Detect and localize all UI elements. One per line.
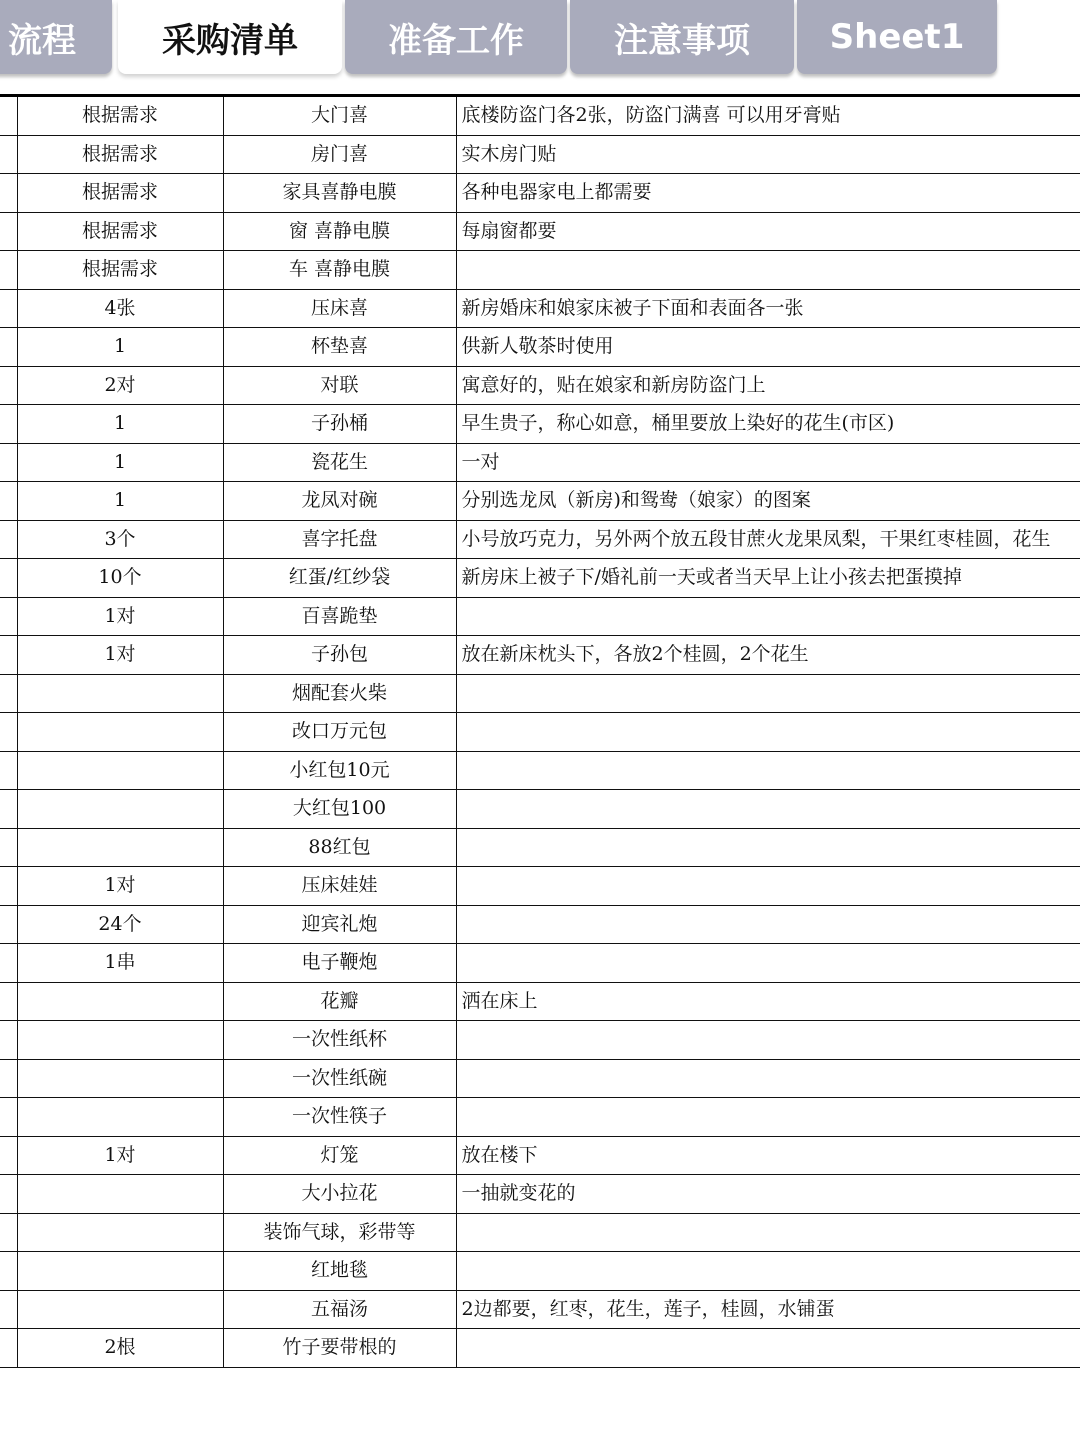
item-cell[interactable]: 烟配套火柴 <box>223 674 456 713</box>
quantity-cell[interactable] <box>17 1290 223 1329</box>
table-row <box>0 944 1080 983</box>
table-row <box>0 443 1080 482</box>
item-cell[interactable]: 88红包 <box>223 828 456 867</box>
table-row <box>0 135 1080 174</box>
row-header-cell[interactable] <box>0 559 17 598</box>
row-header-cell[interactable] <box>0 443 17 482</box>
row-header-cell[interactable] <box>0 1252 17 1291</box>
item-cell[interactable]: 电子鞭炮 <box>223 944 456 983</box>
note-cell[interactable] <box>456 251 1080 290</box>
table-row <box>0 405 1080 444</box>
note-cell[interactable] <box>456 1329 1080 1368</box>
item-cell[interactable]: 小红包10元 <box>223 751 456 790</box>
item-cell[interactable]: 花瓣 <box>223 982 456 1021</box>
quantity-cell[interactable] <box>17 982 223 1021</box>
note-cell[interactable]: 放在楼下 <box>456 1136 1080 1175</box>
row-header-cell[interactable] <box>0 1059 17 1098</box>
row-header-cell[interactable] <box>0 713 17 752</box>
row-header-cell[interactable] <box>0 1329 17 1368</box>
quantity-cell[interactable] <box>17 1059 223 1098</box>
table-row <box>0 212 1080 251</box>
note-cell[interactable]: 实木房门贴 <box>456 135 1080 174</box>
table-row <box>0 328 1080 367</box>
item-cell[interactable]: 百喜跪垫 <box>223 597 456 636</box>
note-cell[interactable] <box>456 867 1080 906</box>
item-cell[interactable]: 大门喜 <box>223 96 456 136</box>
tab-notes[interactable]: 注意事项 <box>570 0 794 74</box>
quantity-cell[interactable] <box>17 1213 223 1252</box>
note-cell[interactable] <box>456 828 1080 867</box>
note-cell[interactable]: 分别选龙凤（新房)和鸳鸯（娘家）的图案 <box>456 482 1080 521</box>
quantity-cell[interactable] <box>17 1098 223 1137</box>
quantity-cell[interactable] <box>17 751 223 790</box>
table-row <box>0 1175 1080 1214</box>
row-header-cell[interactable] <box>0 751 17 790</box>
quantity-cell[interactable]: 1 <box>17 443 223 482</box>
quantity-cell[interactable]: 2对 <box>17 366 223 405</box>
quantity-cell[interactable]: 24个 <box>17 905 223 944</box>
note-cell[interactable]: 底楼防盗门各2张，防盗门满喜 可以用牙膏贴 <box>456 96 1080 136</box>
quantity-cell[interactable]: 根据需求 <box>17 251 223 290</box>
item-cell[interactable]: 五福汤 <box>223 1290 456 1329</box>
note-cell[interactable] <box>456 944 1080 983</box>
note-cell[interactable] <box>456 1213 1080 1252</box>
table-row <box>0 828 1080 867</box>
quantity-cell[interactable] <box>17 674 223 713</box>
note-cell[interactable]: 放在新床枕头下，各放2个桂圆，2个花生 <box>456 636 1080 675</box>
table-row <box>0 1136 1080 1175</box>
quantity-cell[interactable] <box>17 828 223 867</box>
row-header-cell[interactable] <box>0 405 17 444</box>
row-header-cell[interactable] <box>0 212 17 251</box>
row-header-cell[interactable] <box>0 674 17 713</box>
table-row <box>0 867 1080 906</box>
table-row <box>0 96 1080 136</box>
row-header-cell[interactable] <box>0 96 17 136</box>
item-cell[interactable]: 改口万元包 <box>223 713 456 752</box>
item-cell[interactable]: 家具喜静电膜 <box>223 174 456 213</box>
table-row <box>0 366 1080 405</box>
row-header-cell[interactable] <box>0 905 17 944</box>
quantity-cell[interactable]: 1对 <box>17 597 223 636</box>
table-row <box>0 1213 1080 1252</box>
item-cell[interactable]: 一次性纸碗 <box>223 1059 456 1098</box>
note-cell[interactable]: 一对 <box>456 443 1080 482</box>
note-cell[interactable] <box>456 1252 1080 1291</box>
table-row <box>0 1252 1080 1291</box>
table-row <box>0 251 1080 290</box>
table-row <box>0 1098 1080 1137</box>
quantity-cell[interactable]: 10个 <box>17 559 223 598</box>
table-row <box>0 713 1080 752</box>
table-row <box>0 674 1080 713</box>
row-header-cell[interactable] <box>0 1136 17 1175</box>
row-header-cell[interactable] <box>0 867 17 906</box>
note-cell[interactable] <box>456 713 1080 752</box>
table-row <box>0 905 1080 944</box>
row-header-cell[interactable] <box>0 520 17 559</box>
item-cell[interactable]: 房门喜 <box>223 135 456 174</box>
row-header-cell[interactable] <box>0 1213 17 1252</box>
tab-flow[interactable]: 流程 <box>0 0 112 74</box>
table-row <box>0 289 1080 328</box>
item-cell[interactable]: 子孙包 <box>223 636 456 675</box>
note-cell[interactable]: 早生贵子，称心如意，桶里要放上染好的花生(市区) <box>456 405 1080 444</box>
quantity-cell[interactable]: 3个 <box>17 520 223 559</box>
row-header-cell[interactable] <box>0 135 17 174</box>
note-cell[interactable]: 供新人敬茶时使用 <box>456 328 1080 367</box>
row-header-cell[interactable] <box>0 597 17 636</box>
table-row <box>0 1290 1080 1329</box>
sheet-tab-bar <box>0 0 1080 84</box>
row-header-cell[interactable] <box>0 1098 17 1137</box>
row-header-cell[interactable] <box>0 636 17 675</box>
item-cell[interactable]: 红蛋/红纱袋 <box>223 559 456 598</box>
item-cell[interactable]: 红地毯 <box>223 1252 456 1291</box>
note-cell[interactable] <box>456 1059 1080 1098</box>
quantity-cell[interactable]: 2根 <box>17 1329 223 1368</box>
purchase-list-table <box>0 94 1080 1368</box>
note-cell[interactable] <box>456 751 1080 790</box>
row-header-cell[interactable] <box>0 1290 17 1329</box>
note-cell[interactable]: 2边都要，红枣，花生，莲子，桂圆，水铺蛋 <box>456 1290 1080 1329</box>
item-cell[interactable]: 大小拉花 <box>223 1175 456 1214</box>
note-cell[interactable] <box>456 790 1080 829</box>
quantity-cell[interactable]: 根据需求 <box>17 135 223 174</box>
item-cell[interactable]: 装饰气球，彩带等 <box>223 1213 456 1252</box>
row-header-cell[interactable] <box>0 828 17 867</box>
quantity-cell[interactable] <box>17 1175 223 1214</box>
item-cell[interactable]: 迎宾礼炮 <box>223 905 456 944</box>
table-row <box>0 597 1080 636</box>
quantity-cell[interactable]: 1串 <box>17 944 223 983</box>
quantity-cell[interactable]: 根据需求 <box>17 96 223 136</box>
quantity-cell[interactable]: 1 <box>17 328 223 367</box>
quantity-cell[interactable]: 1对 <box>17 636 223 675</box>
row-header-cell[interactable] <box>0 1021 17 1060</box>
table-row <box>0 790 1080 829</box>
row-header-cell[interactable] <box>0 366 17 405</box>
note-cell[interactable]: 洒在床上 <box>456 982 1080 1021</box>
item-cell[interactable]: 大红包100 <box>223 790 456 829</box>
table-row <box>0 559 1080 598</box>
row-header-cell[interactable] <box>0 944 17 983</box>
quantity-cell[interactable]: 1对 <box>17 1136 223 1175</box>
row-header-cell[interactable] <box>0 328 17 367</box>
tab-preparation[interactable]: 准备工作 <box>345 0 567 74</box>
note-cell[interactable]: 新房床上被子下/婚礼前一天或者当天早上让小孩去把蛋摸掉 <box>456 559 1080 598</box>
item-cell[interactable]: 灯笼 <box>223 1136 456 1175</box>
item-cell[interactable]: 压床喜 <box>223 289 456 328</box>
note-cell[interactable]: 各种电器家电上都需要 <box>456 174 1080 213</box>
quantity-cell[interactable] <box>17 1021 223 1060</box>
note-cell[interactable] <box>456 905 1080 944</box>
item-cell[interactable]: 杯垫喜 <box>223 328 456 367</box>
item-cell[interactable]: 子孙桶 <box>223 405 456 444</box>
quantity-cell[interactable]: 根据需求 <box>17 212 223 251</box>
item-cell[interactable]: 龙凤对碗 <box>223 482 456 521</box>
item-cell[interactable]: 一次性纸杯 <box>223 1021 456 1060</box>
row-header-cell[interactable] <box>0 790 17 829</box>
table-row <box>0 1021 1080 1060</box>
quantity-cell[interactable] <box>17 790 223 829</box>
row-header-cell[interactable] <box>0 982 17 1021</box>
note-cell[interactable]: 寓意好的，贴在娘家和新房防盗门上 <box>456 366 1080 405</box>
table-row <box>0 174 1080 213</box>
item-cell[interactable]: 瓷花生 <box>223 443 456 482</box>
item-cell[interactable]: 对联 <box>223 366 456 405</box>
note-cell[interactable] <box>456 1098 1080 1137</box>
item-cell[interactable]: 窗 喜静电膜 <box>223 212 456 251</box>
table-row <box>0 751 1080 790</box>
table-row <box>0 636 1080 675</box>
quantity-cell[interactable]: 1对 <box>17 867 223 906</box>
note-cell[interactable]: 一抽就变花的 <box>456 1175 1080 1214</box>
table-row <box>0 482 1080 521</box>
tab-sheet1[interactable]: Sheet1 <box>797 0 997 74</box>
item-cell[interactable]: 喜字托盘 <box>223 520 456 559</box>
row-header-cell[interactable] <box>0 289 17 328</box>
note-cell[interactable] <box>456 674 1080 713</box>
quantity-cell[interactable]: 1 <box>17 482 223 521</box>
note-cell[interactable] <box>456 597 1080 636</box>
table-row <box>0 1059 1080 1098</box>
quantity-cell[interactable]: 1 <box>17 405 223 444</box>
note-cell[interactable]: 新房婚床和娘家床被子下面和表面各一张 <box>456 289 1080 328</box>
row-header-cell[interactable] <box>0 251 17 290</box>
quantity-cell[interactable]: 4张 <box>17 289 223 328</box>
note-cell[interactable]: 每扇窗都要 <box>456 212 1080 251</box>
quantity-cell[interactable]: 根据需求 <box>17 174 223 213</box>
table-row <box>0 1329 1080 1368</box>
item-cell[interactable]: 压床娃娃 <box>223 867 456 906</box>
row-header-cell[interactable] <box>0 1175 17 1214</box>
item-cell[interactable]: 竹子要带根的 <box>223 1329 456 1368</box>
table-row <box>0 520 1080 559</box>
item-cell[interactable]: 车 喜静电膜 <box>223 251 456 290</box>
quantity-cell[interactable] <box>17 713 223 752</box>
row-header-cell[interactable] <box>0 482 17 521</box>
note-cell[interactable]: 小号放巧克力，另外两个放五段甘蔗火龙果凤梨，干果红枣桂圆，花生 <box>456 520 1080 559</box>
note-cell[interactable] <box>456 1021 1080 1060</box>
table-row <box>0 982 1080 1021</box>
tab-purchase-list[interactable]: 采购清单 <box>118 0 342 74</box>
item-cell[interactable]: 一次性筷子 <box>223 1098 456 1137</box>
row-header-cell[interactable] <box>0 174 17 213</box>
quantity-cell[interactable] <box>17 1252 223 1291</box>
